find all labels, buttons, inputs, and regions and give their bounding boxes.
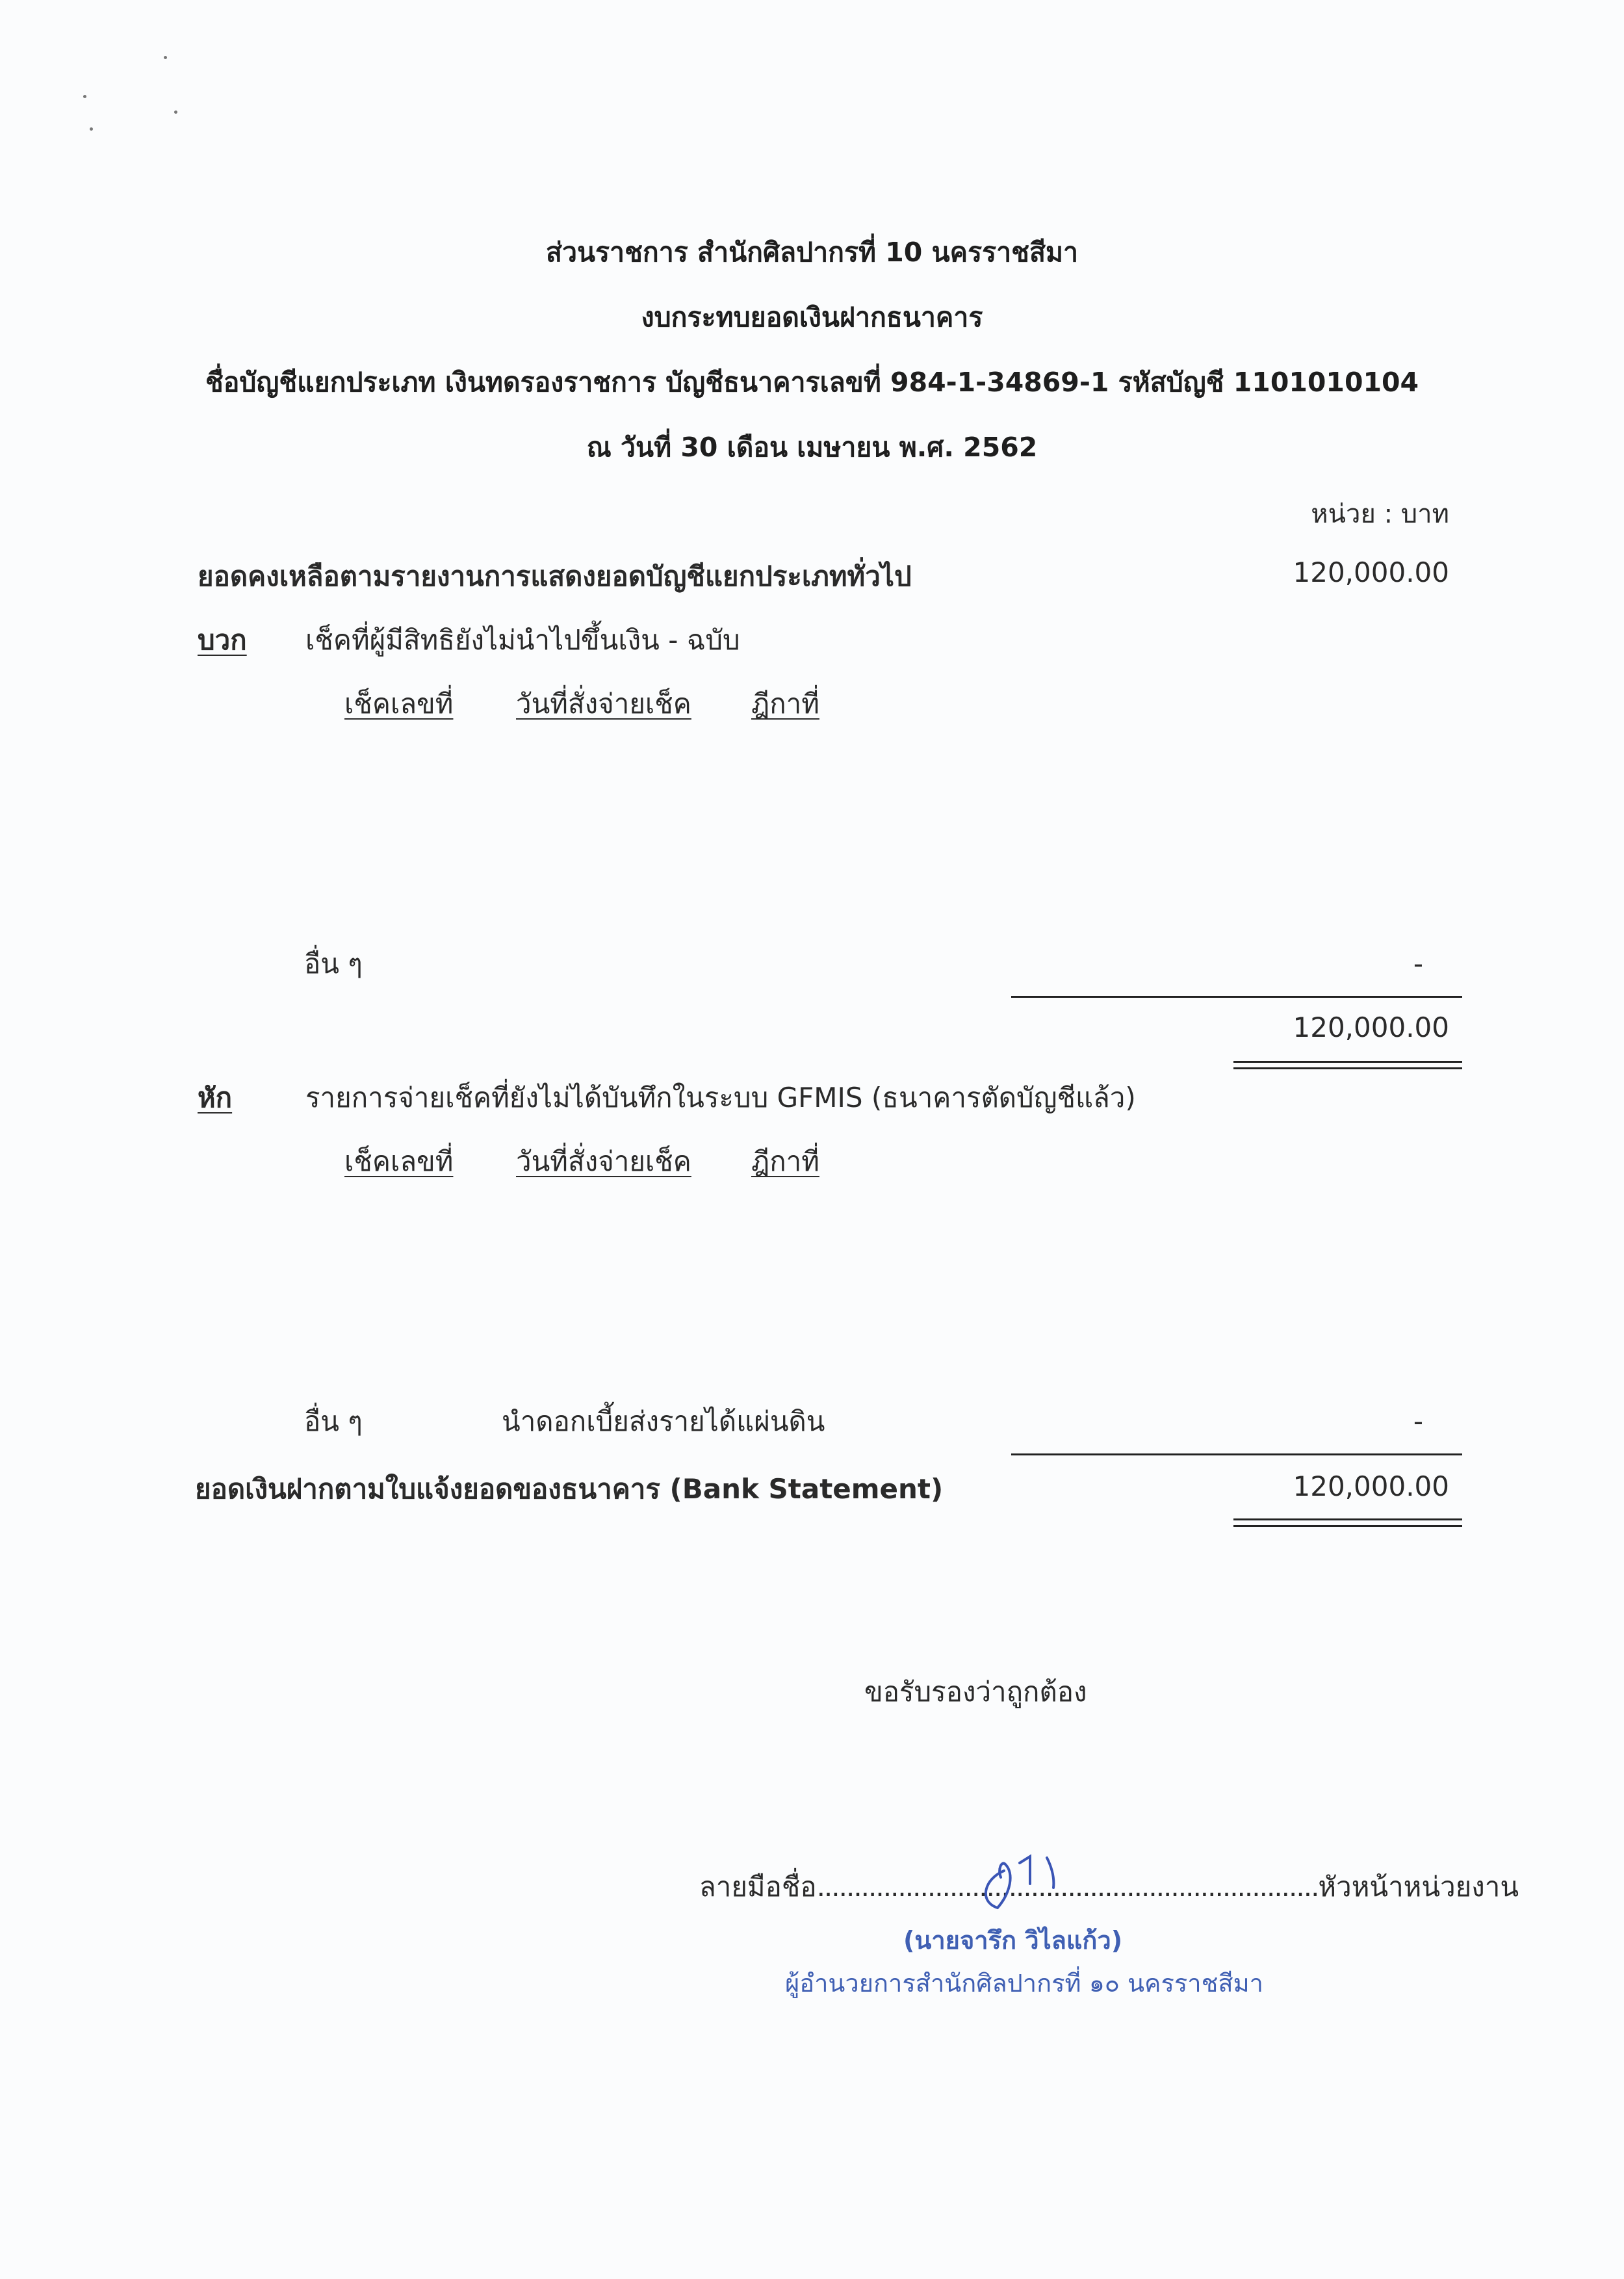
stamp-title: ผู้อำนวยการสำนักศิลปากรที่ ๑๐ นครราชสีมา <box>785 1969 1264 1998</box>
scan-speck <box>90 127 93 131</box>
header-title: งบกระทบยอดเงินฝากธนาคาร <box>641 302 983 333</box>
header-account: ชื่อบัญชีแยกประเภท เงินทดรองราชการ บัญชีธนาคารเลขที่ 984-1-34869-1 รหัสบัญชี 1101010104 <box>205 367 1419 398</box>
less-col-cheque-no: เช็คเลขที่ <box>344 1145 454 1177</box>
signature-suffix: หัวหน้าหน่วยงาน <box>1318 1871 1519 1903</box>
less-other-amount: - <box>1413 1405 1423 1437</box>
bank-statement-amount: 120,000.00 <box>1293 1470 1449 1502</box>
ledger-balance-label: ยอดคงเหลือตามรายงานการแสดงยอดบัญชีแยกประเภททั่วไป <box>198 560 912 592</box>
add-other-label: อื่น ๆ <box>304 948 363 980</box>
statement-double-rule-bottom <box>1233 1525 1462 1527</box>
statement-rule <box>1011 1453 1462 1455</box>
less-other-label: อื่น ๆ <box>304 1405 363 1437</box>
bank-statement-label: ยอดเงินฝากตามใบแจ้งยอดของธนาคาร (Bank Statement) <box>195 1473 944 1505</box>
header-agency: ส่วนราชการ สำนักศิลปากรที่ 10 นครราชสีมา <box>545 237 1079 268</box>
certification-text: ขอรับรองว่าถูกต้อง <box>864 1676 1087 1708</box>
unit-label: หน่วย : บาท <box>1311 499 1449 529</box>
subtotal-rule <box>1011 996 1462 998</box>
add-col-voucher-no: ฎีกาที่ <box>751 688 819 720</box>
scan-speck <box>83 95 86 98</box>
less-keyword: หัก <box>198 1082 233 1113</box>
less-col-voucher-no: ฎีกาที่ <box>751 1145 819 1177</box>
add-description: เช็คที่ผู้มีสิทธิยังไม่นำไปขึ้นเงิน - ฉบับ <box>305 624 740 656</box>
add-col-cheque-no: เช็คเลขที่ <box>344 688 454 720</box>
add-subtotal-amount: 120,000.00 <box>1293 1011 1449 1043</box>
less-description: รายการจ่ายเช็คที่ยังไม่ได้บันทึกในระบบ GFMIS (ธนาคารตัดบัญชีแล้ว) <box>305 1082 1136 1113</box>
handwritten-signature <box>972 1846 1089 1918</box>
subtotal-double-rule-bottom <box>1233 1067 1462 1069</box>
stamp-name: (นายจารึก วิไลแก้ว) <box>903 1926 1123 1955</box>
header-date: ณ วันที่ 30 เดือน เมษายน พ.ศ. 2562 <box>586 432 1038 463</box>
add-keyword: บวก <box>198 624 247 656</box>
statement-double-rule-top <box>1233 1518 1462 1520</box>
add-other-amount: - <box>1413 948 1423 980</box>
signature-dots: .................................................................... <box>816 1871 1319 1903</box>
less-other-note: นำดอกเบี้ยส่งรายได้แผ่นดิน <box>502 1405 825 1437</box>
signature-prefix: ลายมือชื่อ <box>699 1871 817 1903</box>
scan-speck <box>164 56 167 59</box>
ledger-balance-amount: 120,000.00 <box>1293 556 1449 588</box>
signature-line <box>699 1866 1519 1908</box>
add-col-cheque-date: วันที่สั่งจ่ายเช็ค <box>516 688 691 720</box>
less-col-cheque-date: วันที่สั่งจ่ายเช็ค <box>516 1145 691 1177</box>
scan-speck <box>174 111 177 114</box>
subtotal-double-rule-top <box>1233 1061 1462 1063</box>
